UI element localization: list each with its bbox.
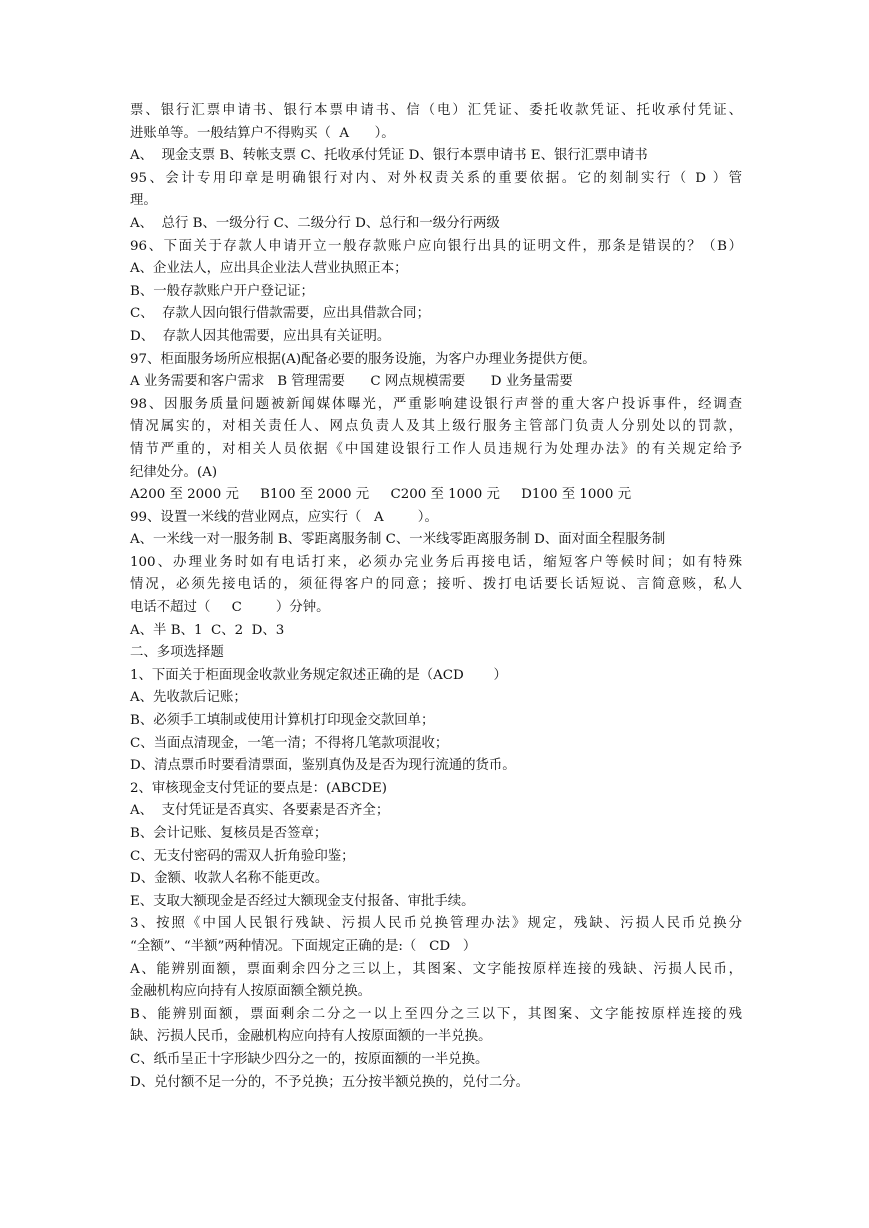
text-line: A、先收款后记账； bbox=[130, 690, 247, 706]
text-line: 纪律处分。(A) bbox=[130, 464, 218, 480]
text-line: C、当面点清现金，一笔一清；不得将几笔款项混收； bbox=[130, 735, 449, 751]
text-line: 100、办理业务时如有电话打来，必须办完业务后再接电话，缩短客户等候时间；如有特殊 bbox=[130, 554, 742, 570]
text-line: 电话不超过（ C ）分钟。 bbox=[130, 600, 330, 616]
text-line: A 业务需要和客户需求 B 管理需要 C 网点规模需要 D 业务量需要 bbox=[130, 374, 573, 390]
text-line: C、无支付密码的需双人折角验印鉴； bbox=[130, 848, 355, 864]
text-line: A、 支付凭证是否真实、各要素是否齐全； bbox=[130, 803, 390, 819]
document-page bbox=[130, 100, 742, 1094]
text-line: D、清点票币时要看清票面，鉴别真伪及是否为现行流通的货币。 bbox=[130, 758, 516, 774]
text-line: A、半 B、1 C、2 D、3 bbox=[130, 622, 285, 638]
text-line: A、一米线一对一服务制 B、零距离服务制 C、一米线零距离服务制 D、面对面全程服务制 bbox=[130, 532, 666, 548]
text-line: 情节严重的，对相关人员依据《中国建设银行工作人员违规行为处理办法》的有关规定给予 bbox=[130, 441, 742, 457]
text-line: B、能辨别面额，票面剩余二分之一以上至四分之三以下，其图案、文字能按原样连接的残 bbox=[130, 1006, 742, 1022]
text-line: 3、按照《中国人民银行残缺、污损人民币兑换管理办法》规定，残缺、污损人民币兑换分 bbox=[130, 916, 742, 932]
text-line: 缺、污损人民币，金融机构应向持有人按原面额的一半兑换。 bbox=[130, 1029, 492, 1045]
text-line: 96、下面关于存款人申请开立一般存款账户应向银行出具的证明文件，那条是错误的？（B） bbox=[130, 238, 742, 254]
text-line: 95、会计专用印章是明确银行对内、对外权责关系的重要依据。它的刻制实行（ D ）管 bbox=[130, 170, 742, 186]
text-line: 情况，必须先接电话的，须征得客户的同意；接听、拨打电话要长话短说、言简意赅，私人 bbox=[130, 577, 742, 593]
text-line: D、兑付额不足一分的，不予兑换；五分按半额兑换的，兑付二分。 bbox=[130, 1074, 530, 1090]
text-line: C、 存款人因向银行借款需要，应出具借款合同； bbox=[130, 306, 430, 322]
text-line: 2、审核现金支付凭证的要点是：(ABCDE) bbox=[130, 780, 387, 796]
text-line: A200 至 2000 元 B100 至 2000 元 C200 至 1000 元 D100 至 1000 元 bbox=[130, 487, 632, 503]
text-line: 98、因服务质量问题被新闻媒体曝光，严重影响建设银行声誉的重大客户投诉事件，经调查 bbox=[130, 396, 742, 412]
text-line: D、金额、收款人名称不能更改。 bbox=[130, 871, 329, 887]
text-line: C、纸币呈正十字形缺少四分之一的，按原面额的一半兑换。 bbox=[130, 1051, 489, 1067]
text-line: 97、柜面服务场所应根据(A)配备必要的服务设施，为客户办理业务提供方便。 bbox=[130, 351, 596, 367]
text-line: D、 存款人因其他需要，应出具有关证明。 bbox=[130, 328, 391, 344]
text-line: 票、银行汇票申请书、银行本票申请书、信（电）汇凭证、委托收款凭证、托收承付凭证、 bbox=[130, 103, 742, 118]
text-line: 99、设置一米线的营业网点，应实行（ A ）。 bbox=[130, 509, 438, 525]
text-line: 情况属实的，对相关责任人、网点负责人及其上级行服务主管部门负责人分别处以的罚款， bbox=[130, 419, 742, 435]
text-line: A、企业法人，应出具企业法人营业执照正本； bbox=[130, 261, 408, 277]
text-line: E、支取大额现金是否经过大额现金支付报备、审批手续。 bbox=[130, 893, 475, 909]
text-line: 金融机构应向持有人按原面额全额兑换。 bbox=[130, 984, 372, 1000]
text-line: B、必须手工填制或使用计算机打印现金交款回单； bbox=[130, 713, 435, 729]
text-line: A、 总行 B、一级分行 C、二级分行 D、总行和一级分行两级 bbox=[130, 215, 500, 231]
text-line: A、 现金支票 B、转帐支票 C、托收承付凭证 D、银行本票申请书 E、银行汇票申请书 bbox=[130, 148, 648, 164]
text-line: B、一般存款账户开户登记证； bbox=[130, 283, 314, 299]
text-line: 1、下面关于柜面现金收款业务规定叙述正确的是（ACD ） bbox=[130, 667, 507, 683]
text-line: 二、多项选择题 bbox=[130, 645, 224, 661]
text-line: 理。 bbox=[130, 193, 157, 209]
text-line: B、会计记账、复核员是否签章； bbox=[130, 826, 328, 841]
text-line: 进账单等。一般结算户不得购买（ A ）。 bbox=[130, 125, 395, 141]
text-line: A、能辨别面额，票面剩余四分之三以上，其图案、文字能按原样连接的残缺、污损人民币， bbox=[130, 961, 742, 977]
text-line: “全额”、“半额”两种情况。下面规定正确的是:（ CD ） bbox=[130, 938, 477, 954]
